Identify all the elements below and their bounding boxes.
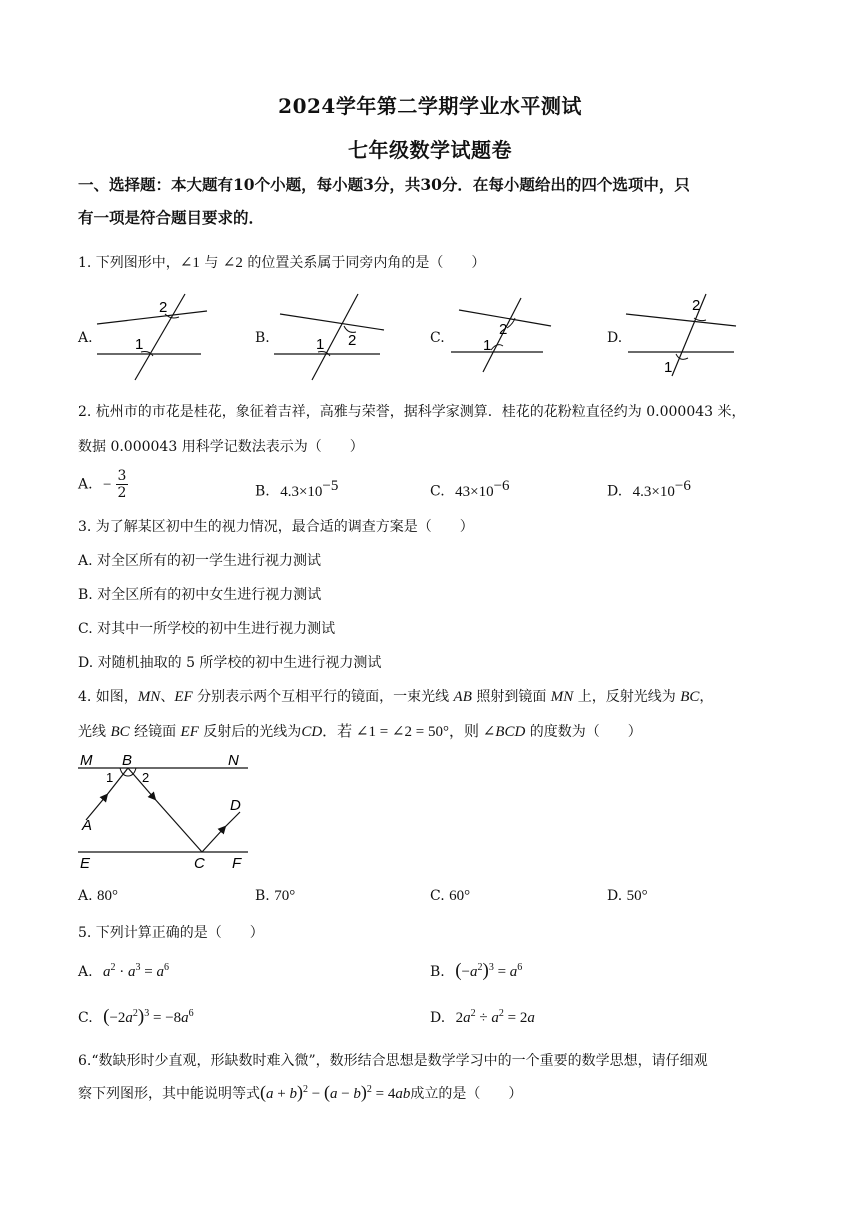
- question-6-line-2: [78, 1082, 522, 1103]
- q2-option-a[interactable]: [78, 468, 128, 501]
- q4-mn-2: MN: [550, 689, 574, 705]
- q1d-label-2: 2: [692, 297, 701, 314]
- fig-label-e: E: [80, 855, 91, 872]
- q5-option-b-label: B.: [430, 964, 445, 980]
- q4-option-b-value: 70°: [274, 888, 296, 904]
- q5-option-c-label: C.: [78, 1010, 93, 1026]
- q3-option-a[interactable]: A. 对全区所有的初一学生进行视力测试: [78, 553, 322, 569]
- q4-mn: MN: [137, 689, 161, 705]
- question-3-stem: 3. 为了解某区初中生的视力情况，最合适的调查方案是（ ）: [78, 519, 474, 535]
- q1-figure-b: [272, 292, 392, 382]
- q5-option-d-expr: $2a^2 \div a^2 = 2a$: [455, 1008, 535, 1026]
- q4-option-a[interactable]: [78, 888, 118, 905]
- fig-label-b: B: [122, 752, 133, 769]
- page-subtitle: 七年级数学试题卷: [348, 138, 512, 162]
- question-4-line-1: [78, 686, 713, 706]
- q2-option-b-exponent: −5: [322, 478, 339, 494]
- q4-l1-d: 上，反射光线为: [573, 689, 681, 705]
- q1-suffix: 的位置关系属于同旁内角的是（ ）: [242, 255, 486, 271]
- q1-angle-1: ∠1: [179, 255, 200, 271]
- q4-angle-bcd: ∠BCD: [482, 724, 526, 740]
- q4-bc-2: BC: [110, 724, 130, 740]
- q4-option-a-label: A.: [78, 888, 93, 904]
- q1-option-c-label[interactable]: C.: [430, 330, 445, 346]
- q4-l1-a: 4. 如图，: [78, 689, 138, 705]
- section-heading: [78, 168, 783, 234]
- q1-option-d-label[interactable]: D.: [607, 330, 623, 346]
- fig-label-c: C: [194, 855, 205, 872]
- q4-l2-c: 反射后的光线为: [198, 724, 302, 740]
- q4-sep: 、: [160, 689, 175, 705]
- fig-label-1: 1: [106, 770, 114, 785]
- q5-option-c-expr: $(-2a^2)^3 = -8a^6$: [103, 1006, 194, 1027]
- q1c-label-2: 2: [499, 321, 508, 338]
- q4-l2-d: ．若 ∠1 = ∠2 = 50°，则: [322, 724, 483, 740]
- q1a-label-2: 2: [159, 299, 168, 316]
- q6-l2-a: 察下列图形，其中能说明等式: [78, 1086, 260, 1102]
- q1c-label-1: 1: [483, 337, 492, 354]
- fig-label-d: D: [230, 797, 241, 814]
- section-heading-line-2: 有一项是符合题目要求的．: [78, 208, 265, 227]
- q1-option-a-label[interactable]: A.: [78, 330, 93, 346]
- q4-option-c-value: 60°: [449, 888, 471, 904]
- q4-l1-b: 分别表示两个互相平行的镜面，一束光线: [192, 689, 454, 705]
- q4-option-a-value: 80°: [97, 888, 119, 904]
- section-heading-line-1: 一、选择题：本大题有10个小题，每小题3分，共30分．在每小题给出的四个选项中，只: [78, 175, 690, 194]
- q4-l1-c: 照射到镜面: [471, 689, 551, 705]
- q5-option-a-label: A.: [78, 964, 93, 980]
- q4-l2-e: 的度数为（ ）: [525, 724, 642, 740]
- page-title: 2024学年第二学期学业水平测试: [278, 94, 582, 118]
- question-2-line-2: 数据 0.000043 用科学记数法表示为（ ）: [78, 439, 364, 455]
- q2-option-b-label: B.: [255, 483, 270, 500]
- q4-bc: BC: [680, 689, 700, 705]
- q2-fraction-denominator: 2: [117, 485, 127, 501]
- q1-figure-d: [624, 290, 744, 382]
- q5-option-c[interactable]: [78, 1006, 194, 1028]
- q1-mid: 与: [199, 255, 223, 271]
- q4-option-c-label: C.: [430, 888, 445, 904]
- question-2-line-1: 2. 杭州市的市花是桂花，象征着吉祥，高雅与荣誉，据科学家测算．桂花的花粉粒直径约为 0.000043 米，: [78, 404, 746, 420]
- q6-l2-b: 成立的是（ ）: [410, 1086, 523, 1102]
- q5-option-b-expr: $(-a^2)^3 = a^6$: [455, 960, 523, 981]
- q4-cd: CD: [301, 724, 323, 740]
- q1b-label-1: 1: [316, 336, 325, 353]
- q1-figure-c: [447, 292, 567, 382]
- q4-mirror-figure: [78, 748, 258, 872]
- q3-option-c[interactable]: C. 对其中一所学校的初中生进行视力测试: [78, 621, 336, 637]
- q3-option-d[interactable]: D. 对随机抽取的 5 所学校的初中生进行视力测试: [78, 655, 382, 671]
- question-5-stem: 5. 下列计算正确的是（ ）: [78, 925, 264, 941]
- q2-option-d-base: 4.3×10: [632, 483, 675, 500]
- question-1-stem: [78, 252, 485, 272]
- fig-label-a: A: [82, 817, 93, 834]
- q1-prefix: 1. 下列图形中，: [78, 255, 180, 271]
- q2-fraction-numerator: 3: [117, 468, 127, 484]
- q2-option-d[interactable]: [607, 478, 691, 501]
- fig-label-2: 2: [142, 770, 150, 785]
- q4-ab: AB: [453, 689, 472, 705]
- q1-angle-2: ∠2: [222, 255, 243, 271]
- q3-option-b[interactable]: B. 对全区所有的初中女生进行视力测试: [78, 587, 322, 603]
- q1-figure-a: [95, 292, 215, 382]
- q4-option-b[interactable]: [255, 888, 295, 905]
- q4-option-b-label: B.: [255, 888, 270, 904]
- q2-option-b-base: 4.3×10: [280, 483, 323, 500]
- q2-option-a-label: A.: [78, 476, 93, 493]
- q1-option-b-label[interactable]: B.: [255, 330, 270, 346]
- q2-option-c-base: 43×10: [455, 483, 494, 500]
- q5-option-a[interactable]: [78, 962, 169, 981]
- q2-option-d-exponent: −6: [674, 478, 691, 494]
- q2-option-d-label: D.: [607, 483, 623, 500]
- q1b-label-2: 2: [348, 332, 357, 349]
- q1d-label-1: 1: [664, 359, 673, 376]
- fig-label-n: N: [228, 752, 239, 769]
- q5-option-a-expr: $a^2 \cdot a^3 = a^6$: [103, 962, 169, 980]
- question-6-line-1: 6.“数缺形时少直观，形缺数时难入微”，数形结合思想是数学学习中的一个重要的数学思想，请仔细观: [78, 1053, 708, 1069]
- q4-ef-2: EF: [180, 724, 199, 740]
- q2-option-a-fraction: [116, 468, 128, 501]
- q4-ef: EF: [174, 689, 193, 705]
- q4-option-d-label: D.: [607, 888, 623, 904]
- fig-label-m: M: [80, 752, 93, 769]
- q5-option-b[interactable]: [430, 960, 522, 982]
- q4-option-c[interactable]: [430, 888, 470, 905]
- question-4-line-2: [78, 720, 642, 741]
- q5-option-d-label: D.: [430, 1010, 446, 1026]
- q6-identity: $(a + b)^2 - (a - b)^2 = 4ab$: [260, 1082, 411, 1102]
- q5-option-d[interactable]: [430, 1008, 535, 1027]
- q4-l1-e: ，: [699, 689, 714, 705]
- q2-option-b[interactable]: [255, 478, 338, 501]
- q2-option-c[interactable]: [430, 478, 510, 501]
- q4-option-d[interactable]: [607, 888, 648, 905]
- q4-l2-a: 光线: [78, 724, 111, 740]
- q4-l2-b: 经镜面: [129, 724, 181, 740]
- q2-option-c-exponent: −6: [493, 478, 510, 494]
- fig-label-f: F: [232, 855, 242, 872]
- q2-minus-sign: −: [103, 476, 112, 493]
- q1a-label-1: 1: [135, 336, 144, 353]
- q2-option-c-label: C.: [430, 483, 445, 500]
- q4-option-d-value: 50°: [626, 888, 648, 904]
